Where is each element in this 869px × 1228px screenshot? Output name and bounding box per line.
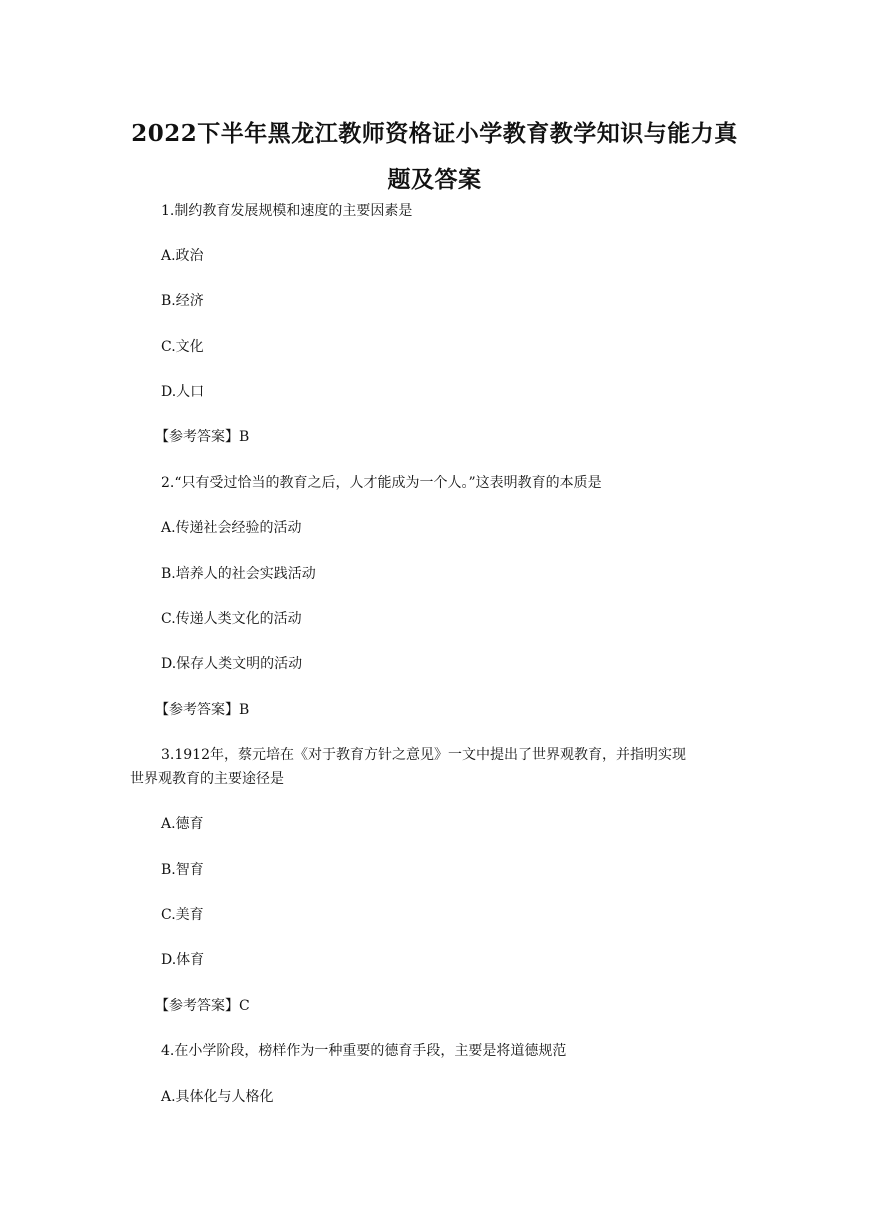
question-2-option-c: C.传递人类文化的活动 <box>161 611 302 627</box>
question-2-option-d: D.保存人类文明的活动 <box>161 656 303 672</box>
question-1-option-a: A.政治 <box>161 248 204 264</box>
question-4-stem: 4.在小学阶段，榜样作为一种重要的德育手段，主要是将道德规范 <box>161 1043 567 1059</box>
question-1-answer: 【参考答案】B <box>155 429 250 445</box>
question-3-option-d: D.体育 <box>161 952 205 968</box>
question-2-answer: 【参考答案】B <box>155 702 250 718</box>
question-3-stem-continued: 世界观教育的主要途径是 <box>130 771 284 787</box>
document-title-line-2: 题及答案 <box>387 166 482 193</box>
question-3-stem: 3.1912年，蔡元培在《对于教育方针之意见》一文中提出了世界观教育，并指明实现 <box>161 747 686 763</box>
question-3-option-a: A.德育 <box>161 816 204 832</box>
question-3-option-b: B.智育 <box>161 862 204 878</box>
question-2-option-b: B.培养人的社会实践活动 <box>161 566 316 582</box>
question-1-option-c: C.文化 <box>161 339 204 355</box>
question-4-option-a: A.具体化与人格化 <box>161 1089 274 1105</box>
question-1-option-b: B.经济 <box>161 293 204 309</box>
question-3-option-c: C.美育 <box>161 907 204 923</box>
question-1-option-d: D.人口 <box>161 384 205 400</box>
document-title-line-1: 2022下半年黑龙江教师资格证小学教育教学知识与能力真 <box>131 120 738 147</box>
question-3-answer: 【参考答案】C <box>155 998 250 1014</box>
question-1-stem: 1.制约教育发展规模和速度的主要因素是 <box>161 203 413 219</box>
question-2-stem: 2.“只有受过恰当的教育之后，人才能成为一个人。”这表明教育的本质是 <box>161 475 602 491</box>
question-2-option-a: A.传递社会经验的活动 <box>161 520 302 536</box>
